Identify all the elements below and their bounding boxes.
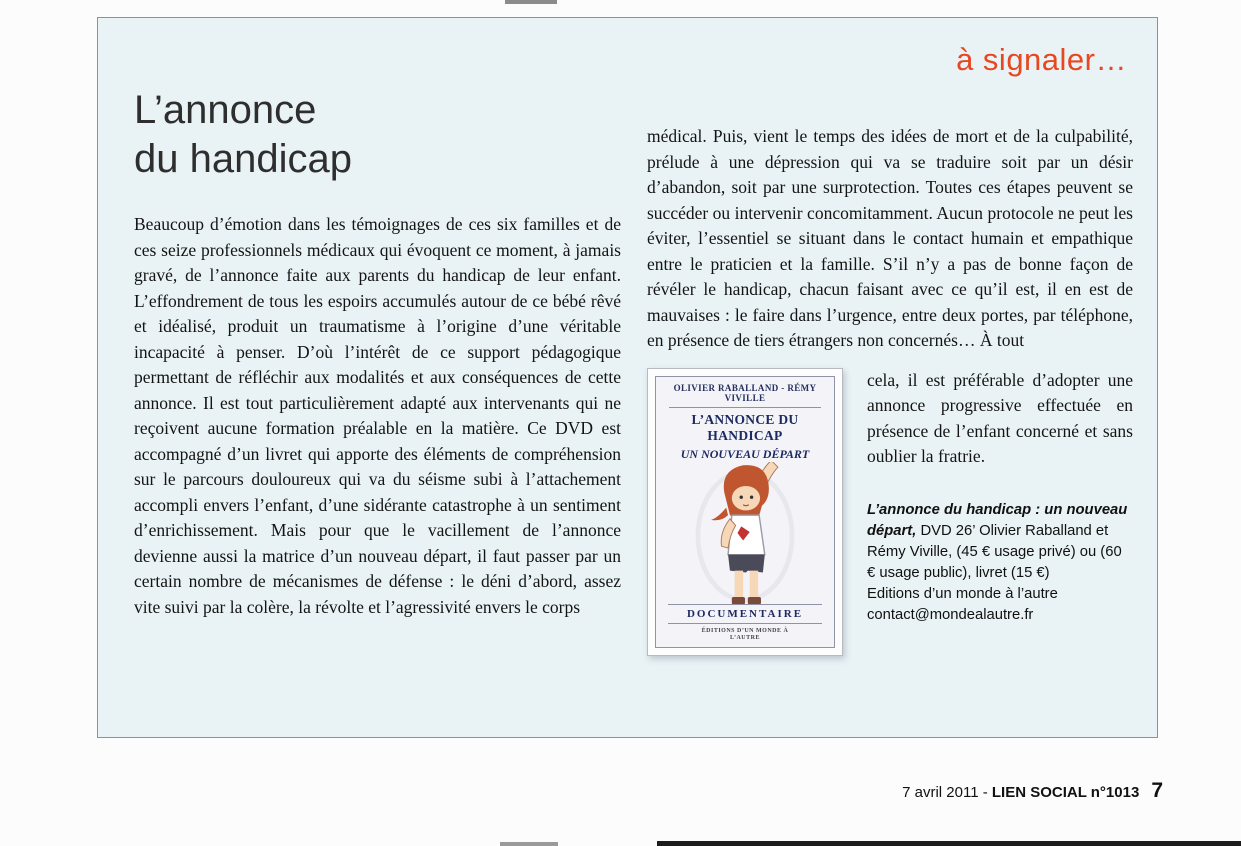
caption-contact-email: contact@mondealautre.fr [867,606,1034,623]
dvd-caption [867,500,1133,626]
article-panel [97,17,1158,738]
media-row [647,368,1133,656]
section-label: à signaler… [956,42,1127,77]
dvd-title: L’ANNONCE DU HANDICAP [691,411,799,443]
dvd-cover-art [661,462,829,604]
beside-cover [867,368,1133,626]
footer-date: 7 avril 2011 - [902,784,992,801]
dvd-subtitle: UN NOUVEAU DÉPART [680,446,810,461]
article-columns [134,80,1133,656]
scan-artifact [505,0,557,4]
article-text-right: médical. Puis, vient le temps des idées de mort et de la culpabilité, prélude à une dépression qui va se traduire soit par un désir d’abandon, soit par une surprotection. Toutes ces étapes peuvent se succéder ou intervenir concomitamment. Aucun protocole ne peut les éviter, l’essentiel se situant dans le contact humain et empathique entre le praticien et la famille. S’il n’y a pas de bonne façon de révéler le handicap, chacun faisant avec ce qu’il est, il en est de mauvaises : le faire dans l’urgence, entre deux portes, par téléphone, en présence de tiers étrangers non concernés… À tout [647,126,1133,350]
article-title-line2: du handicap [134,137,352,181]
caption-title: L’annonce du handicap : un nouveau départ, [867,501,1128,539]
article-title-line1: L’annonce [134,88,317,132]
left-column [134,80,621,656]
dvd-cover-illustration [685,462,805,604]
dvd-rule [669,407,820,408]
caption-publisher: Editions d’un monde à l’autre [867,585,1058,602]
right-column [647,80,1133,656]
dvd-authors: OLIVIER RABALLAND - RÉMY VIVILLE [673,382,817,403]
page-footer [902,779,1163,803]
footer-page-number: 7 [1151,779,1163,802]
article-title [134,86,621,184]
scan-artifact [657,841,1241,846]
article-text-wrap: cela, il est préférable d’adopter une annonce progressive effectuée en présence de l’enfant concerné et sans oublier la fratrie. [867,369,1133,466]
dvd-publisher-logo: ÉDITIONS D’UN MONDE À L’AUTRE [701,627,789,641]
article-text-left: Beaucoup d’émotion dans les témoignages de ces six familles et de ces seize professionnels médicaux qui évoquent ce moment, à jamais gravé, de l’annonce faite aux parents du handicap de leur enfant. L’effondrement de tous les espoirs accumulés autour de ce bébé rêvé et idéalisé, produit un traumatisme à l’origine d’une véritable incapacité à penser. D’où l’intérêt de ce support pédagogique permettant de réfléchir aux modalités et aux conséquences de cette annonce. Il est tout particulièrement adapté aux intervenants qui ne reçoivent aucune formation préalable en la matière. Ce DVD est accompagné d’un livret qui apporte des éléments de compréhension sur le parcours douloureux qui va du séisme subi à l’attachement accompli envers l’enfant, d’une sidérante catastrophe à un sentiment d’enrichissement. Mais pour que le vacillement de l’annonce devienne aussi la matrice d’un nouveau départ, il faut passer par un certain nombre de mécanismes de défense : le déni d’abord, assez vite suivi par la colère, la révolte et l’agressivité envers le corps [134,214,621,617]
dvd-genre: DOCUMENTAIRE [668,604,823,624]
scan-artifact [500,842,558,846]
caption-details: DVD 26’ Olivier Raballand et Rémy Viville, (45 € usage privé) ou (60 € usage public), livret (15 €) [867,522,1122,581]
footer-journal-name: LIEN SOCIAL n°1013 [991,784,1140,801]
dvd-cover [647,368,843,656]
dvd-cover-inner [655,376,835,648]
